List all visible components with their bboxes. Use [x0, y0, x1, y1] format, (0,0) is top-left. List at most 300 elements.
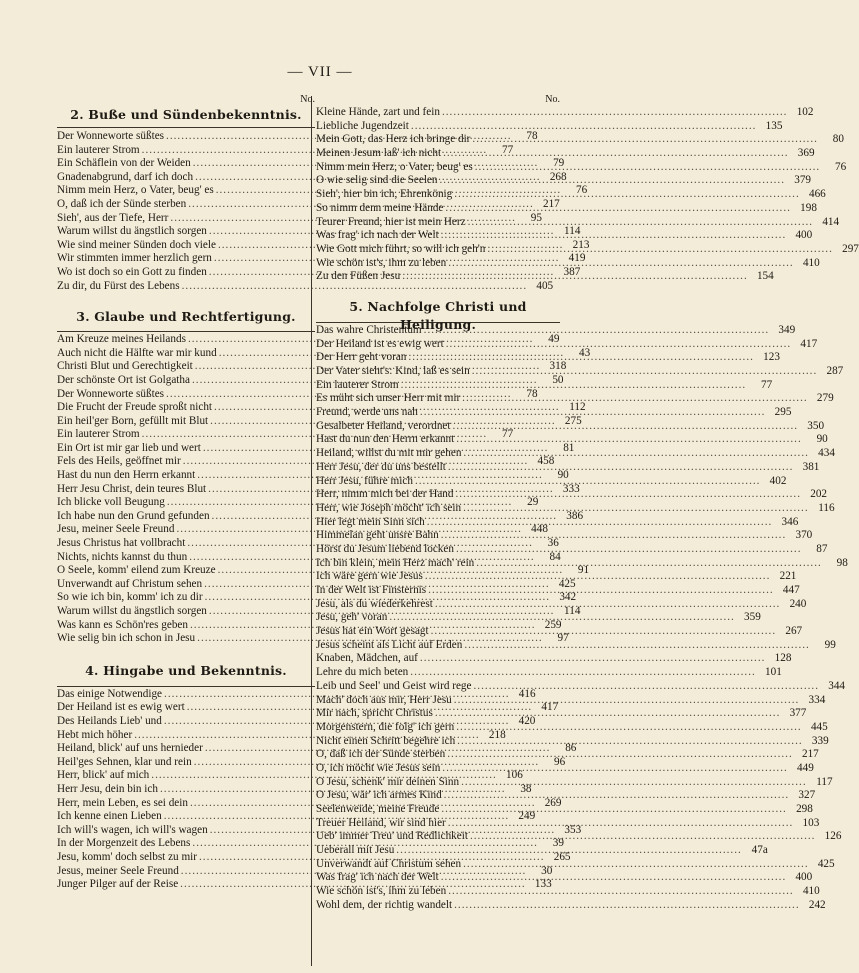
entry-number: 81	[563, 441, 575, 454]
section-title-4: 4. Hingabe und Bekenntnis.	[85, 662, 287, 678]
entry-number: 425	[558, 577, 576, 590]
entry-number: 242	[808, 898, 826, 911]
entry-number: 405	[536, 279, 554, 292]
leader-dots	[463, 502, 809, 516]
entry-number: 267	[785, 625, 803, 638]
entry-number: 30	[541, 864, 553, 877]
entry-number: 77	[501, 428, 514, 441]
entry-title: O, daß ich der Sünde sterben	[316, 748, 446, 761]
entry-title: Heil'ges Sehnen, klar und rein	[57, 755, 192, 768]
entry-title: Seelenweide, meine Freude	[316, 803, 440, 815]
section-rule	[57, 686, 315, 687]
entry-number: 217	[801, 748, 819, 761]
leader-dots	[424, 324, 770, 338]
entry-number: 381	[802, 460, 820, 473]
entry-number: 76	[576, 184, 588, 197]
leader-dots	[454, 694, 800, 708]
entry-number: 213	[572, 238, 590, 251]
leader-dots	[446, 338, 792, 352]
entry-title: Des Heilands Lieb' und	[57, 714, 162, 727]
leader-dots	[475, 161, 821, 175]
index-entry	[316, 460, 820, 475]
leader-dots	[401, 379, 747, 393]
leader-dots	[428, 584, 774, 598]
entry-number: 221	[779, 570, 797, 583]
leader-dots	[463, 858, 809, 872]
entry-title: Was frag' ich nach der Welt	[316, 229, 439, 242]
entry-title: Herr Jesu, der du uns bestellt	[316, 460, 446, 473]
section-rule	[57, 127, 315, 128]
entry-number: 417	[541, 701, 559, 714]
entry-title: Hörst du Jesum liebend locken	[316, 542, 454, 555]
leader-dots	[431, 625, 777, 639]
entry-title: Ein Ort ist mir gar lieb und wert	[57, 441, 201, 454]
entry-number: 79	[553, 157, 565, 170]
entry-number: 402	[769, 474, 787, 487]
entry-title: O, daß ich der Sünde sterben	[57, 197, 187, 210]
entry-number: 318	[549, 360, 567, 373]
entry-title: Jesus Christus hat vollbracht	[57, 537, 186, 550]
entry-title: Wie Gott mich führt, so will ich geh'n	[316, 242, 486, 255]
index-entry	[316, 707, 807, 721]
entry-title: Jesu, komm' doch selbst zu mir	[57, 850, 197, 863]
entry-number: 445	[810, 720, 828, 733]
index-entry	[316, 529, 813, 543]
entry-title: Himmelan geht unsre Bahn	[316, 529, 439, 542]
entry-title: Wie sind meiner Sünden doch viele	[57, 238, 216, 251]
entry-number: 417	[800, 337, 818, 350]
entry-title: Jesu, meiner Seele Freund	[57, 523, 175, 536]
entry-title: O Jesu, wär' ich armes Kind	[316, 789, 442, 802]
section-title-5: 5. Nachfolge Christi und Heiligung.	[349, 298, 527, 332]
number-column-label: No.	[300, 94, 315, 105]
entry-number: 126	[824, 830, 842, 843]
index-entry	[57, 279, 554, 294]
entry-title: Ein Schäflein von der Weiden	[57, 157, 191, 170]
entry-title: Herr, nimm mich bei der Hand	[316, 488, 454, 501]
leader-dots	[456, 433, 802, 447]
entry-number: 114	[564, 225, 581, 238]
entry-title: Ich habe nun den Grund gefunden	[57, 509, 210, 522]
entry-title: In der Morgenzeit des Lebens	[57, 837, 191, 850]
entry-title: Die Frucht der Freude sproßt nicht	[57, 401, 213, 414]
entry-number: 106	[506, 769, 523, 782]
entry-title: Der Heiland ist es ewig wert	[57, 701, 185, 714]
entry-title: Treuer Heiland, wir sind hier	[316, 816, 446, 829]
entry-number: 447	[782, 584, 800, 596]
entry-title: Freund, werde uns nah	[316, 406, 418, 419]
leader-dots	[439, 174, 785, 188]
entry-title: Warum willst du ängstlich sorgen	[57, 605, 207, 617]
leader-dots	[461, 776, 807, 790]
entry-number: 269	[544, 796, 562, 809]
leader-dots	[463, 447, 809, 461]
entry-number: 327	[798, 789, 816, 802]
entry-title: So nimm denn meine Hände	[316, 201, 444, 214]
entry-number: 91	[577, 564, 590, 577]
index-entry	[316, 652, 792, 666]
entry-number: 114	[564, 605, 581, 617]
leader-dots	[472, 365, 818, 379]
entry-number: 370	[795, 529, 813, 542]
entry-number: 95	[530, 211, 542, 224]
leader-dots	[457, 735, 803, 749]
entry-title: Mir nach, spricht Christus	[316, 707, 433, 720]
index-entry	[316, 106, 814, 120]
entry-number: 128	[774, 652, 792, 665]
entry-number: 359	[744, 611, 761, 624]
entry-title: Jesu, geh' voran	[316, 611, 388, 624]
entry-number: 135	[765, 119, 783, 132]
leader-dots	[441, 871, 787, 885]
leader-dots	[456, 543, 802, 557]
leader-dots	[441, 229, 787, 243]
leader-dots	[435, 598, 781, 612]
entry-title: Sieh', aus der Tiefe, Herr	[57, 211, 169, 224]
entry-number: 410	[802, 885, 820, 898]
entry-number: 116	[818, 501, 835, 514]
entry-number: 90	[557, 469, 569, 482]
entry-number: 38	[520, 782, 532, 795]
leader-dots	[456, 488, 802, 502]
entry-title: Herr Jesu Christ, dein teures Blut	[57, 482, 207, 495]
entry-title: Ich wäre gern wie Jesus	[316, 570, 423, 583]
entry-number: 434	[818, 447, 835, 460]
entry-title: Herr, wie Joseph möcht' ich sein	[316, 501, 462, 514]
index-entry	[316, 871, 813, 885]
entry-title: Ich blicke voll Beugung	[57, 496, 165, 509]
index-entry	[316, 679, 846, 694]
index-entry	[316, 323, 796, 338]
entry-number: 349	[778, 323, 796, 336]
entry-number: 333	[562, 482, 580, 495]
entry-title: Junger Pilger auf der Reise	[57, 878, 179, 891]
entry-number: 279	[816, 392, 834, 405]
entry-title: Mach' doch aus mir, Herr Jesu	[316, 693, 452, 706]
entry-title: Heiland, blick' auf uns hernieder	[57, 742, 203, 755]
entry-title: Herr, mein Leben, es sei dein	[57, 796, 188, 809]
entry-number: 198	[800, 201, 817, 214]
entry-title: Hast du nun den Herrn erkannt	[57, 469, 196, 482]
leader-dots	[474, 680, 820, 694]
entry-title: Zu dir, du Fürst des Lebens	[57, 279, 180, 292]
entry-title: Ein heil'ger Born, gefüllt mit Blut	[57, 414, 209, 427]
entry-title: Jesus scheint als Licht auf Erden	[316, 638, 463, 651]
entry-number: 414	[822, 215, 840, 228]
entry-title: Jesus, meiner Seele Freund	[57, 864, 179, 877]
leader-dots	[487, 243, 833, 257]
entry-title: O, ich möcht wie Jesus sein	[316, 761, 441, 774]
entry-number: 77	[760, 378, 773, 391]
entry-number: 47a	[751, 844, 768, 857]
entry-number: 86	[565, 742, 577, 755]
index-entry	[316, 666, 782, 680]
entry-title: Der Herr geht voran	[316, 351, 407, 364]
entry-number: 275	[564, 414, 582, 427]
section-title-2: 2. Buße und Sündenbekenntnis.	[70, 107, 302, 122]
entry-number: 80	[832, 133, 844, 146]
entry-title: Wie selig bin ich schon in Jesu	[57, 632, 196, 645]
entry-number: 295	[774, 406, 792, 419]
entry-title: In der Welt ist Finsternis	[316, 584, 427, 596]
entry-number: 117	[816, 775, 833, 788]
entry-title: Liebliche Jugendzeit	[316, 119, 409, 132]
entry-title: Ich will's wagen, ich will's wagen	[57, 823, 208, 836]
entry-number: 344	[828, 679, 846, 692]
entry-number: 249	[518, 810, 536, 823]
entry-title: Wo ist doch so ein Gott zu finden	[57, 265, 207, 278]
leader-dots	[420, 652, 766, 666]
entry-number: 98	[836, 556, 848, 569]
leader-dots	[427, 516, 773, 530]
leader-dots	[448, 817, 794, 831]
entry-number: 87	[816, 542, 828, 555]
entry-number: 377	[789, 707, 807, 720]
leader-dots	[420, 406, 766, 420]
entry-title: Hast du nun den Herrn erkannt	[316, 433, 455, 446]
entry-number: 78	[526, 387, 538, 400]
index-entry	[316, 119, 783, 134]
entry-title: Ein lauterer Strom	[57, 143, 140, 156]
entry-title: Was frag' ich nach der Welt	[316, 871, 439, 884]
number-column-label: No.	[545, 94, 560, 105]
leader-dots	[425, 570, 771, 584]
entry-number: 379	[794, 174, 811, 187]
entry-number: 29	[527, 496, 539, 509]
entry-number: 425	[817, 857, 835, 870]
entry-number: 466	[808, 188, 826, 201]
entry-title: Hebt mich höher	[57, 728, 133, 741]
entry-number: 387	[563, 265, 581, 278]
entry-title: Ein lauterer Strom	[57, 428, 140, 441]
entry-title: Teurer Freund, hier ist mein Herz	[316, 215, 466, 228]
index-entry	[316, 215, 840, 230]
entry-number: 386	[566, 509, 584, 522]
entry-title: O Jesu, schenk' mir deinen Sinn	[316, 775, 460, 788]
leader-dots	[448, 257, 794, 271]
entry-number: 350	[807, 419, 825, 432]
entry-title: Nicht einen Schritt begehre ich	[316, 734, 456, 747]
entry-title: Jesu, als du wiederkehrest	[316, 597, 433, 610]
leader-dots	[396, 844, 742, 858]
entry-number: 43	[579, 346, 591, 359]
entry-number: 353	[564, 823, 582, 836]
section-rule	[57, 331, 315, 332]
entry-title: Hier legt mein Sinn sich	[316, 515, 425, 528]
leader-dots	[448, 461, 794, 475]
index-entry	[316, 133, 844, 147]
leader-dots	[470, 830, 816, 844]
entry-number: 49	[548, 333, 560, 346]
entry-title: Christi Blut und Gerechtigkeit	[57, 360, 193, 373]
entry-number: 448	[531, 523, 548, 536]
entry-number: 369	[797, 147, 815, 160]
entry-title: Kleine Hände, zart und fein	[316, 106, 440, 118]
leader-dots	[447, 748, 793, 762]
entry-title: Herr, blick' auf mich	[57, 769, 150, 782]
entry-number: 154	[756, 270, 774, 283]
leader-dots	[442, 106, 788, 120]
index-entry	[316, 337, 818, 352]
entry-title: Wie schön ist's, ihm zu leben	[316, 885, 447, 898]
entry-title: Warum willst du ängstlich sorgen	[57, 225, 207, 238]
entry-number: 342	[559, 591, 577, 604]
leader-dots	[462, 392, 808, 406]
entry-title: Wir stimmten immer herzlich gern	[57, 252, 212, 265]
entry-title: Herr Jesu, dein bin ich	[57, 782, 158, 795]
entry-title: Was kann es Schön'res geben	[57, 618, 188, 631]
entry-title: Herr Jesu, führe mich	[316, 474, 413, 487]
entry-number: 259	[544, 618, 562, 631]
entry-number: 202	[810, 488, 828, 501]
entry-title: Fels des Heils, geöffnet mir	[57, 455, 181, 468]
entry-number: 50	[552, 373, 564, 386]
leader-dots	[472, 133, 818, 147]
entry-title: Ich kenne einen Lieben	[57, 810, 162, 823]
entry-title: Knaben, Mädchen, auf	[316, 652, 418, 665]
index-entry	[316, 392, 834, 406]
entry-number: 39	[552, 837, 564, 850]
entry-title: Der Heiland ist es ewig wert	[316, 337, 444, 350]
entry-title: Heiland, willst du mit mir gehen	[316, 447, 462, 460]
entry-number: 268	[549, 170, 567, 183]
entry-number: 123	[763, 351, 780, 364]
leader-dots	[410, 666, 756, 680]
entry-number: 449	[797, 761, 814, 774]
leader-dots	[464, 639, 810, 653]
leader-dots	[448, 885, 794, 899]
entry-number: 400	[795, 871, 813, 884]
entry-number: 419	[568, 252, 586, 265]
leader-dots	[445, 202, 791, 216]
entry-number: 97	[557, 632, 569, 645]
entry-title: Wie schön ist's, ihm zu leben	[316, 256, 447, 269]
entry-title: Ueb' immer Treu' und Redlichkeit	[316, 830, 468, 843]
section-title-3: 3. Glaube und Rechtfertigung.	[76, 309, 296, 325]
entry-number: 78	[526, 130, 538, 142]
entry-title: Sieh', hier bin ich, Ehrenkönig	[316, 188, 453, 201]
leader-dots	[389, 611, 735, 625]
entry-number: 133	[534, 878, 552, 891]
leader-dots	[468, 216, 814, 230]
entry-number: 103	[802, 816, 820, 829]
entry-title: Das wahre Christentum	[316, 323, 422, 336]
leader-dots	[454, 899, 800, 913]
leader-dots	[456, 721, 802, 735]
index-entry	[316, 147, 815, 161]
entry-title: O wie selig sind die Seelen	[316, 174, 438, 187]
entry-title: So wie ich bin, komm' ich zu dir	[57, 591, 203, 604]
entry-title: Jesus hat ein Wort gesagt	[316, 625, 429, 638]
entry-number: 400	[795, 229, 813, 242]
entry-title: Gesalbeter Heiland, verordnet	[316, 419, 451, 432]
entry-title: Auch nicht die Hälfte war mir kund	[57, 346, 217, 359]
entry-number: 240	[789, 597, 807, 610]
entry-number: 84	[549, 550, 561, 563]
leader-dots	[408, 351, 754, 365]
entry-title: Unverwandt auf Christum sehen	[57, 577, 203, 590]
entry-title: Leib und Seel' und Geist wird rege	[316, 679, 472, 692]
entry-number: 217	[542, 197, 560, 210]
entry-number: 420	[518, 714, 536, 727]
entry-title: Der Wonneworte süßtes	[57, 130, 165, 142]
entry-number: 297	[842, 242, 859, 255]
index-entry	[316, 898, 826, 913]
entry-title: Mein Gott, das Herz ich bringe dir	[316, 133, 471, 146]
entry-number: 76	[835, 160, 847, 173]
leader-dots	[443, 147, 789, 161]
entry-title: Unverwandt auf Christum sehen	[316, 857, 462, 870]
entry-number: 36	[547, 537, 559, 550]
leader-dots	[435, 707, 781, 721]
entry-number: 287	[826, 365, 844, 377]
entry-number: 458	[537, 455, 555, 468]
entry-title: Ein lauterer Strom	[316, 378, 399, 391]
leader-dots	[453, 420, 799, 434]
entry-title: Ich bin klein, mein Herz mach' rein	[316, 556, 475, 569]
entry-number: 416	[518, 687, 536, 700]
leader-dots	[442, 762, 788, 776]
entry-number: 77	[501, 143, 514, 156]
entry-number: 102	[796, 106, 814, 118]
entry-number: 410	[802, 256, 820, 269]
index-entry	[316, 201, 817, 216]
entry-number: 334	[808, 693, 826, 706]
leader-dots	[454, 188, 800, 202]
entry-title: O Seele, komm' eilend zum Kreuze	[57, 564, 216, 577]
entry-title: Am Kreuze meines Heilands	[57, 333, 186, 346]
leader-dots	[441, 803, 787, 817]
entry-number: 90	[816, 433, 828, 446]
entry-number: 99	[824, 638, 836, 651]
entry-title: Zu den Füßen Jesu	[316, 270, 401, 283]
entry-number: 96	[554, 755, 566, 768]
entry-title: Es müht sich unser Herr mit mir	[316, 392, 461, 405]
entry-number: 112	[569, 401, 586, 414]
leader-dots	[444, 789, 790, 803]
entry-title: Meinen Jesum laß' ich nicht	[316, 147, 442, 160]
entry-title: Das einige Notwendige	[57, 687, 163, 700]
index-entry	[316, 803, 813, 817]
entry-title: Wohl dem, der richtig wandelt	[316, 898, 453, 911]
entry-number: 346	[781, 515, 799, 528]
index-entry	[316, 885, 820, 899]
entry-title: Der schönste Ort ist Golgatha	[57, 373, 190, 386]
leader-dots	[476, 557, 822, 571]
index-entry	[316, 857, 835, 872]
entry-title: Gnadenabgrund, darf ich doch	[57, 170, 194, 183]
entry-title: Nimm mein Herz, o Vater, beug' es	[57, 184, 214, 197]
leader-dots	[402, 270, 748, 284]
entry-title: Nimm mein Herz, o Vater, beug' es	[316, 160, 473, 173]
entry-number: 218	[488, 728, 506, 741]
entry-title: Morgenstern, die folg' ich gern	[316, 720, 455, 733]
entry-number: 298	[796, 803, 813, 815]
page-header: — VII —	[287, 64, 353, 80]
entry-number: 265	[553, 850, 571, 863]
entry-title: Nichts, nichts kannst du thun	[57, 550, 188, 563]
entry-title: Der Vater sieht's: Kind, laß es sein	[316, 365, 470, 377]
index-entry	[316, 433, 828, 447]
leader-dots	[441, 529, 787, 543]
leader-dots	[415, 475, 761, 489]
entry-title: Lehre du mich beten	[316, 666, 409, 679]
entry-title: Der Wonneworte süßtes	[57, 387, 165, 400]
entry-number: 339	[811, 734, 829, 747]
entry-title: Ueberall mit Jesu	[316, 844, 395, 857]
leader-dots	[411, 120, 757, 134]
entry-number: 101	[765, 666, 782, 679]
